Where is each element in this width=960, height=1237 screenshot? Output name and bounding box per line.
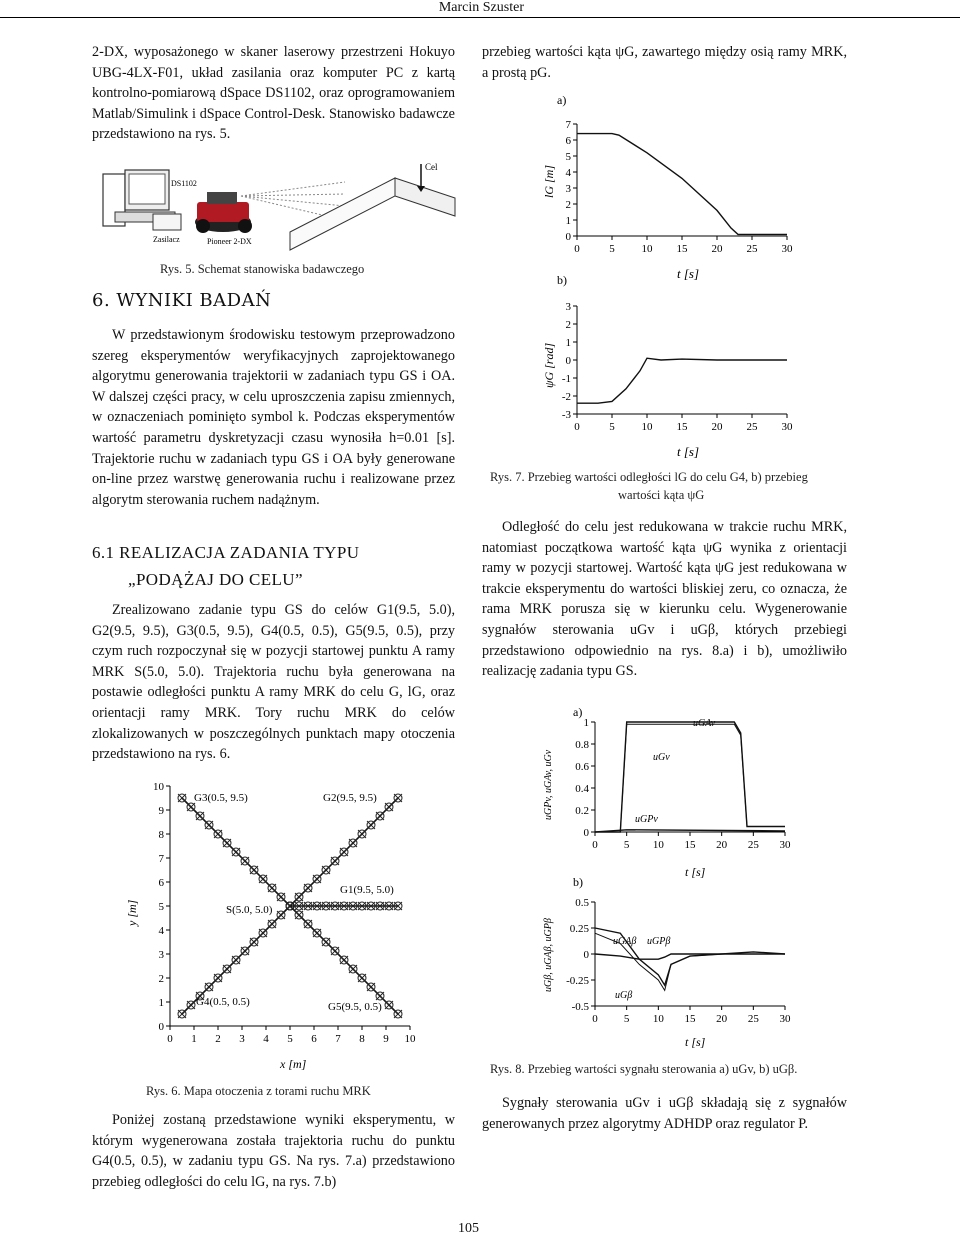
fig6-g1: G1(9.5, 5.0)	[340, 884, 394, 896]
fig6-x-tick-label: 3	[239, 1033, 245, 1045]
subsection-6-1-line2: „PODĄŻAJ DO CELU”	[128, 570, 303, 589]
fig7-a-ylabel: lG [m]	[542, 164, 556, 198]
fig8-b-x-tick-label: 15	[684, 1013, 696, 1025]
fig8-a-y-tick-label: 0.2	[575, 805, 589, 817]
fig7-b-x-tick-label: 10	[641, 421, 653, 433]
fig8-lbl-gab: uGAβ	[613, 936, 637, 947]
fig6-y-tick-label: 5	[158, 901, 164, 913]
fig6-y-tick-label: 7	[158, 853, 164, 865]
fig5-label-pioneer: Pioneer 2-DX	[207, 237, 252, 246]
fig7-b-y-tick-label: 3	[565, 301, 571, 313]
right-intro	[482, 42, 847, 83]
fig6-y-tick-label: 0	[158, 1021, 164, 1033]
fig6-x-tick-label: 7	[335, 1033, 341, 1045]
fig8-b-y-tick-label: -0.25	[566, 975, 589, 987]
fig7-b-x-tick-label: 20	[711, 421, 723, 433]
fig7-b-xlabel: t [s]	[677, 444, 700, 459]
fig7-chart	[525, 88, 805, 460]
fig6-x-tick-label: 0	[167, 1033, 173, 1045]
fig8-b-ylabel: uGβ, uGAβ, uGPβ	[543, 918, 554, 992]
left-p3	[92, 1110, 455, 1192]
fig6-x-tick-label: 10	[404, 1033, 416, 1045]
fig6-y-tick-label: 9	[158, 805, 164, 817]
fig8-b-y-tick-label: 0	[583, 949, 589, 961]
fig6-y-tick-label: 6	[158, 877, 164, 889]
fig8-b-y-tick-label: 0.25	[569, 923, 589, 935]
fig6-y-tick-label: 4	[158, 925, 164, 937]
fig8-caption: Rys. 8. Przebieg wartości sygnału sterowania a) uGv, b) uGβ.	[490, 1062, 798, 1076]
left-p2-text: Zrealizowano zadanie typu GS do celów G1(9.5, 5.0), G2(9.5, 9.5), G3(0.5, 9.5), G4(0.5, 0.5), G5(9.5, 0.5), przy czym ruch rozpoczynał się w pozycji startowej punktu A ramy MRK S(5.0, 5.0). Trajektoria ruchu była generowana na postawie odległości punktu A ramy MRK do celu G, lG, oraz orientacji ramy MRK. Tory ruchu MRK do celów zlokalizowanych w poszczególnych punktach mapy otoczenia przedstawiono na rys. 6.	[92, 602, 455, 763]
fig6-caption: Rys. 6. Mapa otoczenia z torami ruchu MRK	[146, 1084, 371, 1098]
fig6-g3: G3(0.5, 9.5)	[194, 792, 248, 804]
fig5-label-zasilacz: Zasilacz	[153, 235, 180, 244]
fig6-y-tick-label: 10	[153, 781, 164, 793]
fig5-schematic	[95, 160, 460, 260]
fig6-y-tick-label: 3	[158, 949, 164, 961]
fig7-a-x-tick-label: 0	[574, 243, 580, 255]
fig7-a-y-tick-label: 3	[565, 183, 571, 195]
fig7-b-y-tick-label: 0	[565, 355, 571, 367]
fig6-s: S(5.0, 5.0)	[226, 904, 273, 916]
fig8-a-x-tick-label: 0	[592, 839, 598, 851]
fig7-a-y-tick-label: 5	[565, 151, 571, 163]
fig7-a-y-tick-label: 4	[565, 167, 571, 179]
fig7-b-y-tick-label: -2	[561, 391, 571, 403]
fig5-label-ds: DS1102	[171, 179, 197, 188]
fig7-a-x-tick-label: 5	[609, 243, 615, 255]
fig8-b-x-tick-label: 0	[592, 1013, 598, 1025]
fig6-x-tick-label: 8	[359, 1033, 365, 1045]
fig8-a-x-tick-label: 30	[779, 839, 791, 851]
fig8-a-y-tick-label: 0	[583, 827, 589, 839]
fig7-b-y-tick-label: 2	[565, 319, 571, 331]
fig7-a-y-tick-label: 1	[565, 215, 571, 227]
fig8-b-x-tick-label: 20	[716, 1013, 728, 1025]
left-intro-text: 2-DX, wyposażonego w skaner laserowy przestrzeni Hokuyo UBG-4LX-F01, układ zasilania oraz komputer PC z kartą kontrolno-pomiarową dSpace DS1102, oraz oprogramowaniem Matlab/Simulink i dSpace Control-Desk. Stanowisko badawcze przedstawiono na rys. 5.	[92, 44, 455, 143]
fig8-a-y-tick-label: 0.4	[575, 783, 589, 795]
fig6-x-tick-label: 1	[191, 1033, 197, 1045]
fig7-caption-line1: Rys. 7. Przebieg wartości odległości lG do celu G4, b) przebieg	[490, 470, 808, 484]
fig7-a-x-tick-label: 15	[676, 243, 688, 255]
fig8-b-x-tick-label: 30	[779, 1013, 791, 1025]
fig7-b-ylabel: ψG [rad]	[542, 342, 556, 388]
fig6-g4: G4(0.5, 0.5)	[196, 996, 250, 1008]
fig7-caption-line2: wartości kąta ψG	[618, 488, 705, 502]
fig8-b-x-tick-label: 10	[652, 1013, 664, 1025]
fig6-y-tick-label: 8	[158, 829, 164, 841]
fig8-a-xlabel: t [s]	[685, 865, 706, 879]
left-p2	[92, 600, 455, 765]
right-intro-text: przebieg wartości kąta ψG, zawartego między osią ramy MRK, a prostą pG.	[482, 44, 847, 81]
fig8-a-ylabel: uGPv, uGAv, uGv	[543, 749, 554, 820]
fig8-a-x-tick-label: 20	[716, 839, 728, 851]
fig6-x-tick-label: 5	[287, 1033, 293, 1045]
fig7-b-x-tick-label: 0	[574, 421, 580, 433]
fig6-y-tick-label: 2	[158, 973, 164, 985]
fig7-a-x-tick-label: 30	[781, 243, 793, 255]
fig8-a-line-uGv	[595, 724, 785, 832]
fig8-a-y-tick-label: 0.6	[575, 761, 589, 773]
right-p1	[482, 517, 847, 682]
fig6-xlabel: x [m]	[280, 1057, 307, 1071]
fig8-lbl-gb: uGβ	[615, 990, 633, 1001]
fig7-a-y-tick-label: 2	[565, 199, 571, 211]
fig7-b-y-tick-label: 1	[565, 337, 571, 349]
fig7-a-x-tick-label: 10	[641, 243, 653, 255]
fig8-a-x-tick-label: 15	[684, 839, 696, 851]
page-header	[0, 0, 960, 18]
left-p1	[92, 325, 455, 510]
fig6-g2: G2(9.5, 9.5)	[323, 792, 377, 804]
fig7-a-line-lG	[577, 134, 787, 235]
fig6-chart	[118, 776, 438, 1072]
fig8-a-x-tick-label: 25	[747, 839, 759, 851]
fig7-a-y-tick-label: 6	[565, 135, 571, 147]
right-p2-text: Sygnały sterowania uGv i uGβ składają się z sygnałów generowanych przez algorytmy ADHDP oraz regulator P.	[482, 1095, 847, 1132]
fig7-b-x-tick-label: 5	[609, 421, 615, 433]
fig8-lbl-gav: uGAv	[693, 718, 716, 729]
fig7-a-label: a)	[557, 93, 567, 107]
fig7-b-y-tick-label: -3	[561, 409, 571, 421]
fig8-lbl-gv: uGv	[653, 752, 670, 763]
fig6-x-tick-label: 6	[311, 1033, 317, 1045]
fig5-label-cel: Cel	[425, 162, 438, 172]
fig8-chart	[535, 700, 805, 1055]
right-p1-text: Odległość do celu jest redukowana w trakcie ruchu MRK, natomiast początkowa wartość kąta ψG wynika z orientacji ramy w pozycji startowej. Wartość kąta ψG jest redukowana w trakcie eksperymentu do wartości bliskiej zeru, co oznacza, że rama MRK porusza się w kierunku celu. Wygenerowanie sygnałów sterowania uGv i uGβ, których przebiegi przedstawiono odpowiednio na rys. 8.a) i b), umożliwiło realizację zadania typu GS.	[482, 519, 847, 680]
fig6-y-tick-label: 1	[158, 997, 164, 1009]
fig5-caption: Rys. 5. Schemat stanowiska badawczego	[160, 262, 365, 276]
fig7-b-y-tick-label: -1	[561, 373, 571, 385]
left-p1-text: W przedstawionym środowisku testowym przeprowadzono szereg eksperymentów weryfikacyjnych zaprojektowanego algorytmu generowania trajektorii w zadaniach typu GS i OA. W dalszej części pracy, w celu uproszczenia zapisu zmiennych, w oznaczeniach pominięto symbol k. Podczas eksperymentów wartość parametru dyskretyzacji czasu wynosiła h=0.01 [s]. Trajektorie ruchu w zadaniach typu GS i OA były generowane on-line przez warstwę generowania ruchu i realizowane przez algorytm sterowania ruchem nadążnym.	[92, 327, 455, 508]
page-number: 105	[458, 1221, 479, 1236]
fig8-b-x-tick-label: 25	[747, 1013, 759, 1025]
fig8-b-x-tick-label: 5	[623, 1013, 630, 1025]
fig7-b-x-tick-label: 30	[781, 421, 793, 433]
left-p3-text: Poniżej zostaną przedstawione wyniki eksperymentu, w którym wygenerowana została trajektoria ruchu do punktu G4(0.5, 0.5), w zadaniu typu GS. Na rys. 7.a) przedstawiono przebieg odległości do celu lG, na rys. 7.b)	[92, 1112, 455, 1190]
fig7-a-x-tick-label: 25	[746, 243, 758, 255]
right-p2	[482, 1093, 847, 1134]
fig7-a-y-tick-label: 0	[565, 231, 571, 243]
fig8-b-y-tick-label: 0.5	[575, 897, 589, 909]
fig7-b-label: b)	[557, 273, 567, 287]
header-author: Marcin Szuster	[438, 0, 524, 15]
fig8-lbl-gpv: uGPv	[635, 814, 658, 825]
fig6-x-tick-label: 4	[263, 1033, 269, 1045]
fig8-a-y-tick-label: 1	[583, 717, 589, 729]
fig6-g5: G5(9.5, 0.5)	[328, 1001, 382, 1013]
fig8-a-label: a)	[573, 705, 583, 719]
left-intro	[92, 42, 455, 145]
fig8-a-x-tick-label: 5	[623, 839, 630, 851]
fig7-b-x-tick-label: 15	[676, 421, 688, 433]
fig8-b-xlabel: t [s]	[685, 1035, 706, 1049]
fig8-b-label: b)	[573, 875, 583, 889]
subsection-6-1-line1: 6.1 REALIZACJA ZADANIA TYPU	[92, 543, 360, 562]
fig8-b-y-tick-label: -0.5	[571, 1001, 589, 1013]
section-6-heading: 6. WYNIKI BADAŃ	[92, 290, 272, 311]
fig7-b-x-tick-label: 25	[746, 421, 758, 433]
fig6-x-tick-label: 2	[215, 1033, 221, 1045]
fig8-a-y-tick-label: 0.8	[575, 739, 589, 751]
fig6-ylabel: y [m]	[125, 899, 139, 926]
fig6-x-tick-label: 9	[383, 1033, 389, 1045]
fig8-lbl-gpb: uGPβ	[647, 936, 671, 947]
fig7-a-y-tick-label: 7	[565, 119, 571, 131]
fig8-a-x-tick-label: 10	[652, 839, 664, 851]
fig7-a-x-tick-label: 20	[711, 243, 723, 255]
fig7-b-line-psiG	[577, 358, 787, 403]
fig7-a-xlabel: t [s]	[677, 266, 700, 281]
